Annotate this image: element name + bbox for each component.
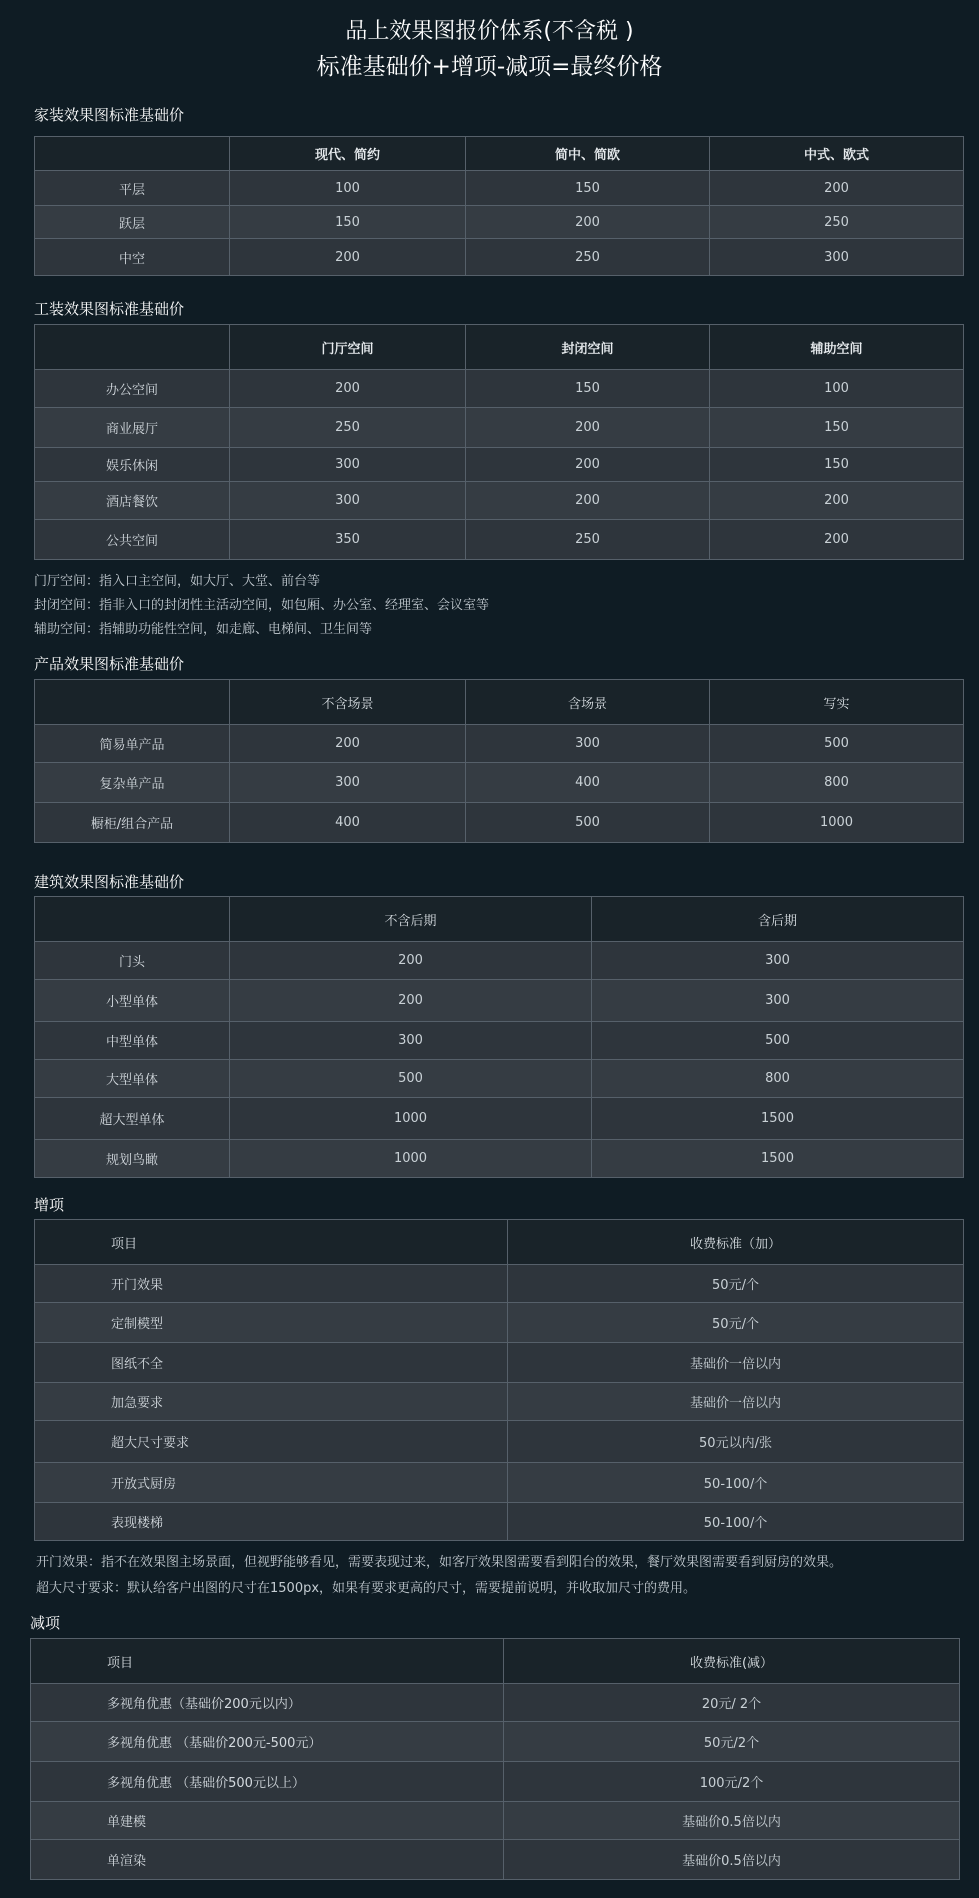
price-cell: 200 bbox=[710, 171, 964, 206]
price-cell: 200 bbox=[230, 239, 466, 276]
column-header: 辅助空间 bbox=[710, 325, 964, 370]
price-cell: 500 bbox=[592, 1022, 964, 1060]
row-label-cell: 公共空间 bbox=[35, 520, 230, 560]
price-cell: 350 bbox=[230, 520, 466, 560]
table-row bbox=[31, 1802, 960, 1840]
price-cell: 200 bbox=[466, 408, 710, 448]
additions-table bbox=[34, 1219, 964, 1541]
price-cell: 800 bbox=[592, 1060, 964, 1098]
row-label-cell: 中空 bbox=[35, 239, 230, 276]
column-header: 项目 bbox=[35, 1220, 508, 1265]
row-label-cell: 单建模 bbox=[31, 1802, 504, 1840]
home-price-table bbox=[34, 136, 964, 276]
price-cell: 500 bbox=[466, 803, 710, 843]
price-cell: 250 bbox=[466, 520, 710, 560]
table-row bbox=[35, 1098, 964, 1140]
row-label-cell: 商业展厅 bbox=[35, 408, 230, 448]
price-cell: 200 bbox=[230, 725, 466, 763]
table-row bbox=[35, 1421, 964, 1463]
price-cell: 300 bbox=[230, 1022, 592, 1060]
row-label-cell: 多视角优惠 （基础价200元-500元） bbox=[31, 1722, 504, 1762]
row-label-cell: 表现楼梯 bbox=[35, 1503, 508, 1541]
price-cell: 500 bbox=[710, 725, 964, 763]
deductions-section-heading: 减项 bbox=[30, 1614, 61, 1632]
price-cell: 50元/2个 bbox=[504, 1722, 960, 1762]
table-row bbox=[35, 206, 964, 239]
price-cell: 500 bbox=[230, 1060, 592, 1098]
row-label-cell: 超大尺寸要求 bbox=[35, 1421, 508, 1463]
home-section-heading: 家装效果图标准基础价 bbox=[34, 106, 185, 124]
column-header: 写实 bbox=[710, 680, 964, 725]
table-row bbox=[35, 942, 964, 980]
price-cell: 300 bbox=[710, 239, 964, 276]
column-header: 含后期 bbox=[592, 897, 964, 942]
price-cell: 150 bbox=[466, 171, 710, 206]
table-row bbox=[35, 1265, 964, 1303]
page-subtitle: 标准基础价+增项-减项=最终价格 bbox=[316, 54, 663, 80]
price-cell: 1500 bbox=[592, 1098, 964, 1140]
row-label-cell: 大型单体 bbox=[35, 1060, 230, 1098]
row-label-cell: 定制模型 bbox=[35, 1303, 508, 1343]
price-cell: 300 bbox=[592, 942, 964, 980]
price-cell: 1000 bbox=[230, 1098, 592, 1140]
table-row bbox=[31, 1722, 960, 1762]
page-title: 品上效果图报价体系(不含税 ) bbox=[345, 19, 634, 44]
note-enclosed: 封闭空间：指非入口的封闭性主活动空间，如包厢、办公室、经理室、会议室等 bbox=[34, 598, 490, 613]
price-cell: 基础价0.5倍以内 bbox=[504, 1840, 960, 1880]
column-header: 简中、简欧 bbox=[466, 137, 710, 171]
price-cell: 300 bbox=[230, 763, 466, 803]
price-cell: 800 bbox=[710, 763, 964, 803]
price-cell: 50元/个 bbox=[508, 1303, 964, 1343]
price-cell: 100 bbox=[230, 171, 466, 206]
price-cell: 300 bbox=[230, 448, 466, 482]
column-header bbox=[35, 137, 230, 171]
table-row bbox=[35, 1303, 964, 1343]
price-cell: 200 bbox=[230, 980, 592, 1022]
column-header: 中式、欧式 bbox=[710, 137, 964, 171]
table-row bbox=[35, 803, 964, 843]
table-row bbox=[35, 1463, 964, 1503]
price-cell: 250 bbox=[466, 239, 710, 276]
price-cell: 150 bbox=[466, 370, 710, 408]
column-header: 门厅空间 bbox=[230, 325, 466, 370]
price-cell: 100元/2个 bbox=[504, 1762, 960, 1802]
row-label-cell: 多视角优惠 （基础价500元以上） bbox=[31, 1762, 504, 1802]
price-cell: 250 bbox=[710, 206, 964, 239]
table-row bbox=[35, 1383, 964, 1421]
price-cell: 250 bbox=[230, 408, 466, 448]
table-row bbox=[31, 1840, 960, 1880]
price-cell: 1500 bbox=[592, 1140, 964, 1178]
column-header: 不含场景 bbox=[230, 680, 466, 725]
column-header: 收费标准(减） bbox=[504, 1639, 960, 1684]
price-cell: 150 bbox=[710, 408, 964, 448]
price-cell: 200 bbox=[710, 482, 964, 520]
commercial-section-heading: 工装效果图标准基础价 bbox=[34, 300, 185, 318]
row-label-cell: 规划鸟瞰 bbox=[35, 1140, 230, 1178]
product-price-table bbox=[34, 679, 964, 843]
table-row bbox=[35, 370, 964, 408]
row-label-cell: 娱乐休闲 bbox=[35, 448, 230, 482]
price-cell: 150 bbox=[710, 448, 964, 482]
note-lobby: 门厅空间：指入口主空间，如大厅、大堂、前台等 bbox=[34, 574, 321, 589]
row-label-cell: 加急要求 bbox=[35, 1383, 508, 1421]
price-cell: 300 bbox=[230, 482, 466, 520]
column-header: 项目 bbox=[31, 1639, 504, 1684]
table-row bbox=[35, 171, 964, 206]
price-cell: 基础价0.5倍以内 bbox=[504, 1802, 960, 1840]
price-cell: 300 bbox=[592, 980, 964, 1022]
price-cell: 400 bbox=[466, 763, 710, 803]
table-row bbox=[35, 763, 964, 803]
table-header-row bbox=[35, 680, 964, 725]
row-label-cell: 开放式厨房 bbox=[35, 1463, 508, 1503]
row-label-cell: 复杂单产品 bbox=[35, 763, 230, 803]
price-cell: 50元以内/张 bbox=[508, 1421, 964, 1463]
price-cell: 20元/ 2个 bbox=[504, 1684, 960, 1722]
price-cell: 200 bbox=[710, 520, 964, 560]
price-cell: 300 bbox=[466, 725, 710, 763]
row-label-cell: 多视角优惠（基础价200元以内） bbox=[31, 1684, 504, 1722]
row-label-cell: 简易单产品 bbox=[35, 725, 230, 763]
price-cell: 1000 bbox=[710, 803, 964, 843]
price-cell: 200 bbox=[230, 370, 466, 408]
price-cell: 基础价一倍以内 bbox=[508, 1383, 964, 1421]
column-header: 封闭空间 bbox=[466, 325, 710, 370]
price-cell: 200 bbox=[466, 448, 710, 482]
row-label-cell: 办公空间 bbox=[35, 370, 230, 408]
table-row bbox=[31, 1762, 960, 1802]
price-cell: 200 bbox=[230, 942, 592, 980]
column-header bbox=[35, 325, 230, 370]
price-cell: 50-100/个 bbox=[508, 1463, 964, 1503]
architecture-price-table bbox=[34, 896, 964, 1178]
table-row bbox=[35, 408, 964, 448]
column-header: 现代、简约 bbox=[230, 137, 466, 171]
table-row bbox=[35, 980, 964, 1022]
row-label-cell: 酒店餐饮 bbox=[35, 482, 230, 520]
column-header: 不含后期 bbox=[230, 897, 592, 942]
commercial-price-table bbox=[34, 324, 964, 560]
row-label-cell: 平层 bbox=[35, 171, 230, 206]
table-row bbox=[31, 1684, 960, 1722]
note-oversize: 超大尺寸要求：默认给客户出图的尺寸在1500px，如果有要求更高的尺寸，需要提前说明，并收取加尺寸的费用。 bbox=[36, 1581, 697, 1596]
additions-notes bbox=[36, 1550, 842, 1602]
price-cell: 100 bbox=[710, 370, 964, 408]
table-header-row bbox=[35, 137, 964, 171]
table-row bbox=[35, 1343, 964, 1383]
price-cell: 基础价一倍以内 bbox=[508, 1343, 964, 1383]
row-label-cell: 门头 bbox=[35, 942, 230, 980]
deductions-table bbox=[30, 1638, 960, 1880]
table-row bbox=[35, 520, 964, 560]
row-label-cell: 中型单体 bbox=[35, 1022, 230, 1060]
price-cell: 200 bbox=[466, 206, 710, 239]
table-row bbox=[35, 482, 964, 520]
row-label-cell: 超大型单体 bbox=[35, 1098, 230, 1140]
table-row bbox=[35, 239, 964, 276]
row-label-cell: 单渲染 bbox=[31, 1840, 504, 1880]
row-label-cell: 小型单体 bbox=[35, 980, 230, 1022]
table-header-row bbox=[35, 1220, 964, 1265]
price-cell: 400 bbox=[230, 803, 466, 843]
table-row bbox=[35, 1060, 964, 1098]
row-label-cell: 跃层 bbox=[35, 206, 230, 239]
commercial-notes bbox=[34, 570, 489, 642]
price-cell: 200 bbox=[466, 482, 710, 520]
column-header bbox=[35, 680, 230, 725]
column-header: 收费标准（加） bbox=[508, 1220, 964, 1265]
table-row bbox=[35, 1140, 964, 1178]
column-header: 含场景 bbox=[466, 680, 710, 725]
table-row bbox=[35, 448, 964, 482]
price-cell: 50元/个 bbox=[508, 1265, 964, 1303]
table-header-row bbox=[35, 325, 964, 370]
row-label-cell: 开门效果 bbox=[35, 1265, 508, 1303]
table-row bbox=[35, 1503, 964, 1541]
row-label-cell: 橱柜/组合产品 bbox=[35, 803, 230, 843]
price-cell: 50-100/个 bbox=[508, 1503, 964, 1541]
row-label-cell: 图纸不全 bbox=[35, 1343, 508, 1383]
table-row bbox=[35, 1022, 964, 1060]
table-header-row bbox=[35, 897, 964, 942]
column-header bbox=[35, 897, 230, 942]
additions-section-heading: 增项 bbox=[34, 1196, 65, 1214]
note-auxiliary: 辅助空间：指辅助功能性空间，如走廊、电梯间、卫生间等 bbox=[34, 622, 373, 637]
table-row bbox=[35, 725, 964, 763]
product-section-heading: 产品效果图标准基础价 bbox=[34, 655, 185, 673]
note-open-door: 开门效果：指不在效果图主场景面，但视野能够看见，需要表现过来，如客厅效果图需要看到阳台的效果，餐厅效果图需要看到厨房的效果。 bbox=[36, 1555, 843, 1570]
price-cell: 1000 bbox=[230, 1140, 592, 1178]
architecture-section-heading: 建筑效果图标准基础价 bbox=[34, 873, 185, 891]
price-cell: 150 bbox=[230, 206, 466, 239]
table-header-row bbox=[31, 1639, 960, 1684]
